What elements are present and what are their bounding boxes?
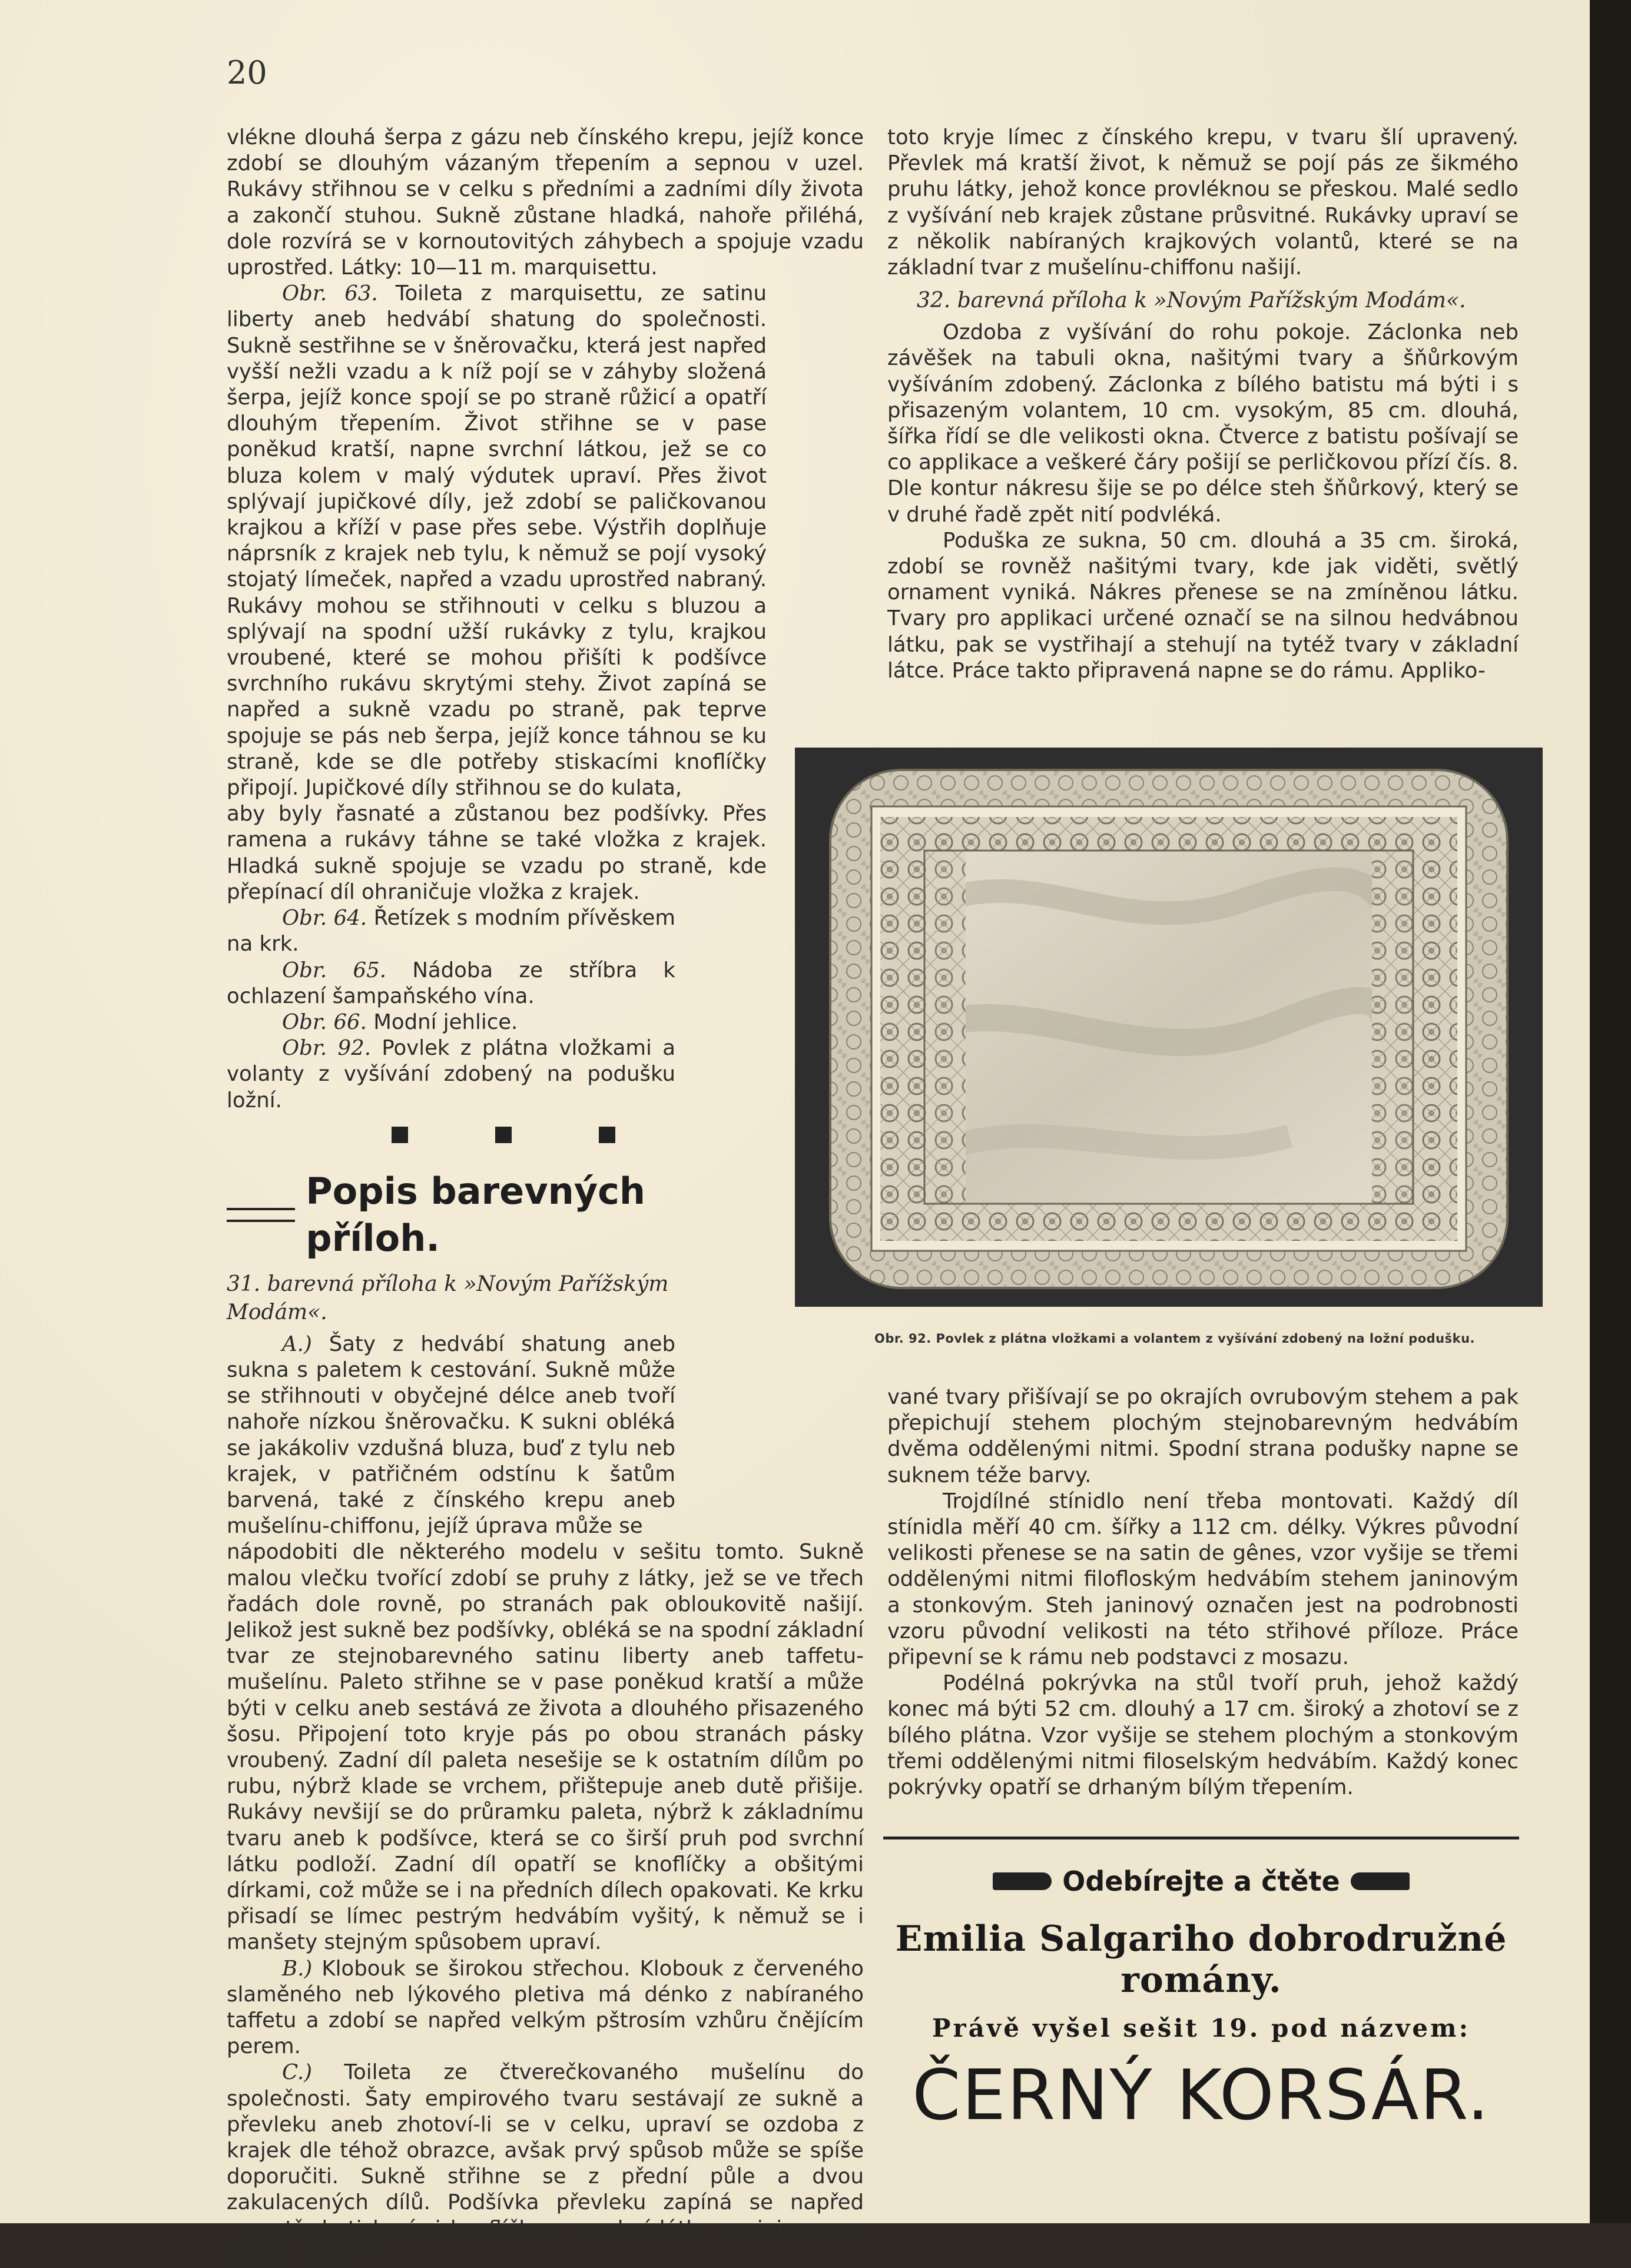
- paragraph-right-5: Trojdílné stínidlo není třeba montovati. Každý díl stínidla měří 40 cm. šířky a 112 cm. délky. Výkres původní velikosti přenese se na satin de gênes, vzor vyšije se třemi oddělenými nitmi filofloským hedvábím stehem janinovým a stonkovým. Steh janinový označen jest na podrobnosti vzoru původní velikosti na této střihové příloze. Práce připevní se k rámu neb podstavci z mosazu.: [887, 1489, 1519, 1670]
- item-text-a: Šaty z hedvábí shatung aneb sukna s paletem k cestování. Sukně může se střihnouti v obyčejné délce aneb tvoří nahoře nízkou šněrovačku. K sukni obléká se jakákoliv vzdušná bluza, buď z tylu neb krajek, v patřičném odstínu k šatům barvená, také z čínského krepu aneb mušelínu-chiffonu, jejíž úprava může se: [227, 1331, 675, 1539]
- page-number: 20: [227, 54, 267, 91]
- section-divider-squares: [392, 1127, 864, 1143]
- pillow-cover-illustration: [795, 748, 1543, 1307]
- figure-text-92: Povlek z plátna vložkami a volanty z vyšívání zdobený na podušku ložní.: [227, 1036, 675, 1113]
- paragraph-a: [227, 1331, 864, 1540]
- advert-line-3: Právě vyšel sešit 19. pod názvem:: [931, 2014, 1471, 2043]
- figure-label-65: Obr. 65.: [282, 958, 386, 982]
- book-binding-edge: [1590, 0, 1631, 2223]
- supplement-31-heading: 31. barevná příloha k »Novým Pařížským Modám«.: [227, 1271, 669, 1324]
- item-label-b: B.): [282, 1956, 313, 1981]
- advert-line-1: [883, 1865, 1519, 1897]
- paragraph-a-cont: nápodobiti dle některého modelu v sešitu tomto. Sukně malou vlečku tvořící zdobí se pruhy z látky, jež se ve třech řadách dole rovně, po stranách pak obloukovitě našijí. Jelikož jest sukně bez podšívky, obléká se na spodní základní tvar ze stejnobarevného satinu liberty aneb taffetu-mušelínu. Paleto střihne se v pase poněkud kratší a může býti v celku aneb sestává ze života a dlouhého přisazeného šosu. Připojení toto kryje pás po obou stranách pásky vroubený. Zadní díl paleta nesešije se k ostatním dílům po rubu, nýbrž klade se vrchem, přištepuje aneb dutě přišije. Rukávy nevšijí se do průramku paleta, nýbrž k základnímu tvaru aneb k podšívce, která se co širší pruh pod svrchní látku podloží. Zadní díl opatří se knoflíčky a obšitými dírkami, což může se i na předních dílech opakovati. Ke krku přisadí se límec pestrým hedvábím vyšitý, k němuž se i manšety stejným spůsobem upraví.: [227, 1540, 864, 1955]
- figure-caption: Obr. 92. Povlek z plátna vložkami a volantem z vyšívání zdobený na ložní podušku.: [874, 1331, 1476, 1346]
- lace-pillow-drawing: [795, 748, 1543, 1307]
- paragraph-right-2: Ozdoba z vyšívání do rohu pokoje. Záclonka neb závěšek na tabuli okna, našitými tvary a šňůrkovým vyšíváním zdobený. Záclonka z bílého batistu má býti i s přisazeným volantem, 10 cm. vysokým, 85 cm. dlouhá, šířka řídí se dle velikosti okna. Čtverce z batistu pošívají se co applikace a veškeré čáry pošijí se perličkovou přízí čís. 8. Dle kontur nákresu šije se po délce steh šňůrkový, který se v druhé řadě zpět nití podvléká.: [887, 320, 1519, 527]
- title-rule-left: [227, 1208, 295, 1222]
- section-title-text: Popis barevných příloh.: [306, 1169, 646, 1260]
- divider-square: [599, 1127, 615, 1143]
- paragraph-right-6: Podélná pokrývka na stůl tvoří pruh, jehož každý konec má býti 52 cm. dlouhý a 17 cm. široký a zhotoví se z bílého plátna. Vzor vyšije se stehem plochým a stonkovým třemi oddělenými nitmi filoselským hedvábím. Každý konec pokrývky opatří se drhaným bílým třepením.: [887, 1671, 1519, 1800]
- item-text-b: Klobouk se širokou střechou. Klobouk z červeného slaměného neb lýkového pletiva má dénko z nabíraného taffetu a zdobí se napřed velkým pštrosím vzhůru čnějícím perem.: [227, 1956, 864, 2059]
- figure-label-66: Obr. 66.: [282, 1010, 367, 1034]
- paragraph-obr-63: [227, 281, 864, 801]
- paragraph-obr-65: [227, 958, 864, 1010]
- supplement-32-heading: 32. barevná příloha k »Novým Pařížským Modám«.: [917, 288, 1466, 313]
- figure-label-64: Obr. 64.: [282, 906, 367, 931]
- paragraph-obr-64: [227, 905, 864, 957]
- pointing-hand-right-icon: [993, 1872, 1052, 1890]
- figure-label-63: Obr. 63.: [282, 281, 378, 306]
- advert-title: ČERNÝ KORSÁR.: [912, 2054, 1490, 2136]
- pointing-hand-left-icon: [1351, 1872, 1410, 1890]
- figure-text-64: Řetízek s modním přívěskem na krk.: [227, 906, 675, 957]
- section-title: [227, 1168, 864, 1262]
- paragraph-obr-63-cont: aby byly řasnaté a zůstanou bez podšívky. Přes ramena a rukávy táhne se také vložka z krajek. Hladká sukně spojuje se vzadu po straně, kde přepínací díl ohraničuje vložka z krajek.: [227, 802, 767, 904]
- advert-rule: [883, 1837, 1519, 1839]
- figure-text-63: Toileta z marquisettu, ze satinu liberty aneb hedvábí shatung do společnosti. Sukně sestřihne se v šněrovačku, která jest napřed vyšší nežli vzadu a k níž pojí se v záhyby složená šerpa, jejíž konce spojí se po straně růžicí a opatří dlouhým třepením. Život střihne se v pase poněkud kratší, napne svrchní látkou, jež se co bluza kolem v malý výdutek upraví. Přes život splývají jupičkové díly, jež zdobí se paličkovanou krajkou a kříží v pase přes sebe. Výstřih doplňuje náprsník z krajek neb tylu, k němuž se pojí vysoký stojatý límeček, napřed a vzadu uprostřed nabraný. Rukávy mohou se střihnouti v celku s bluzou a splývají na spodní užší rukávky z tylu, krajkou vroubené, které se mohou přišíti k podšívce svrchního rukávu skrytými stehy. Život zapíná se napřed a sukně vzadu po straně, pak teprve spojuje se pás neb šerpa, jejíž konce táhnou se ku straně, kde se dle potřeby stiskacími knoflíčky připojí. Jupičkové díly střihnou se do kulata,: [227, 281, 767, 801]
- advert-line-2: Emilia Salgariho dobrodružné romány.: [895, 1918, 1507, 2001]
- left-column: [227, 125, 864, 2268]
- paragraph-b: [227, 1956, 864, 2060]
- advertisement: [883, 1837, 1519, 2136]
- divider-square: [392, 1127, 408, 1143]
- paragraph-right-1: toto kryje límec z čínského krepu, v tvaru šlí upravený. Převlek má kratší život, k němuž se pojí pás ze šikmého pruhu látky, jehož konce provléknou se přeskou. Malé sedlo z vyšívání neb krajek zůstane průsvitné. Rukávky upraví se z několik nabíraných krajkových volantů, které se na základní tvar z mušelínu-chiffonu našijí.: [887, 125, 1519, 280]
- item-text-c: Toileta ze čtverečkovaného mušelínu do společnosti. Šaty empirového tvaru sestávají ze sukně a převleku aneb zhotoví-li se v celku, upraví se ozdoba z krajek dle téhož obrazce, avšak prvý spůsob může se spíše doporučiti. Sukně střihne se z přední půle a dvou zakulacených dílů. Podšívka převleku zapíná se napřed uprostřed stiskacími knoflíčky a svrchní látka spojuje se po straně. Spojení: [227, 2060, 864, 2267]
- paragraph-c: [227, 2060, 864, 2268]
- paragraph-obr-92: [227, 1035, 864, 1114]
- item-label-c: C.): [282, 2060, 313, 2085]
- item-label-a: A.): [282, 1331, 312, 1356]
- right-column-bottom: [887, 1384, 1519, 1801]
- figure-text-65: Nádoba ze stříbra k ochlazení šampaňského vína.: [227, 958, 675, 1008]
- paragraph-intro: vlékne dlouhá šerpa z gázu neb čínského krepu, jejíž konce zdobí se dlouhým vázaným třepením a sepnou v uzel. Rukávy střihnou se v celku s předními a zadními díly života a zakončí stuhou. Sukně zůstane hladká, nahoře přiléhá, dole rozvírá se v kornoutovitých záhybech a spojuje vzadu uprostřed. Látky: 10—11 m. marquisettu.: [227, 125, 864, 280]
- figure-label-92: Obr. 92.: [282, 1036, 371, 1061]
- figure-text-66: Modní jehlice.: [373, 1010, 518, 1034]
- advert-line-1-text: Odebírejte a čtěte: [1062, 1865, 1340, 1897]
- paragraph-right-3: Poduška ze sukna, 50 cm. dlouhá a 35 cm. široká, zdobí se rovněž našitými tvary, kde jak viděti, světlý ornament vyniká. Nákres přenese se na zmíněnou látku. Tvary pro applikaci určené označí se na silnou hedvábnou látku, pak se vystřihají a stehují na tytéž tvary v základní látce. Práce takto připravená napne se do rámu. Appliko-: [887, 528, 1519, 683]
- right-column-top: [887, 125, 1519, 684]
- paragraph-obr-66: [227, 1010, 864, 1035]
- paragraph-right-4: vané tvary přišívají se po okrajích ovrubovým stehem a pak přepichují stehem plochým stejnobarevným hedvábím dvěma oddělenými nitmi. Spodní strana podušky napne se suknem téže barvy.: [887, 1385, 1519, 1487]
- divider-square: [495, 1127, 512, 1143]
